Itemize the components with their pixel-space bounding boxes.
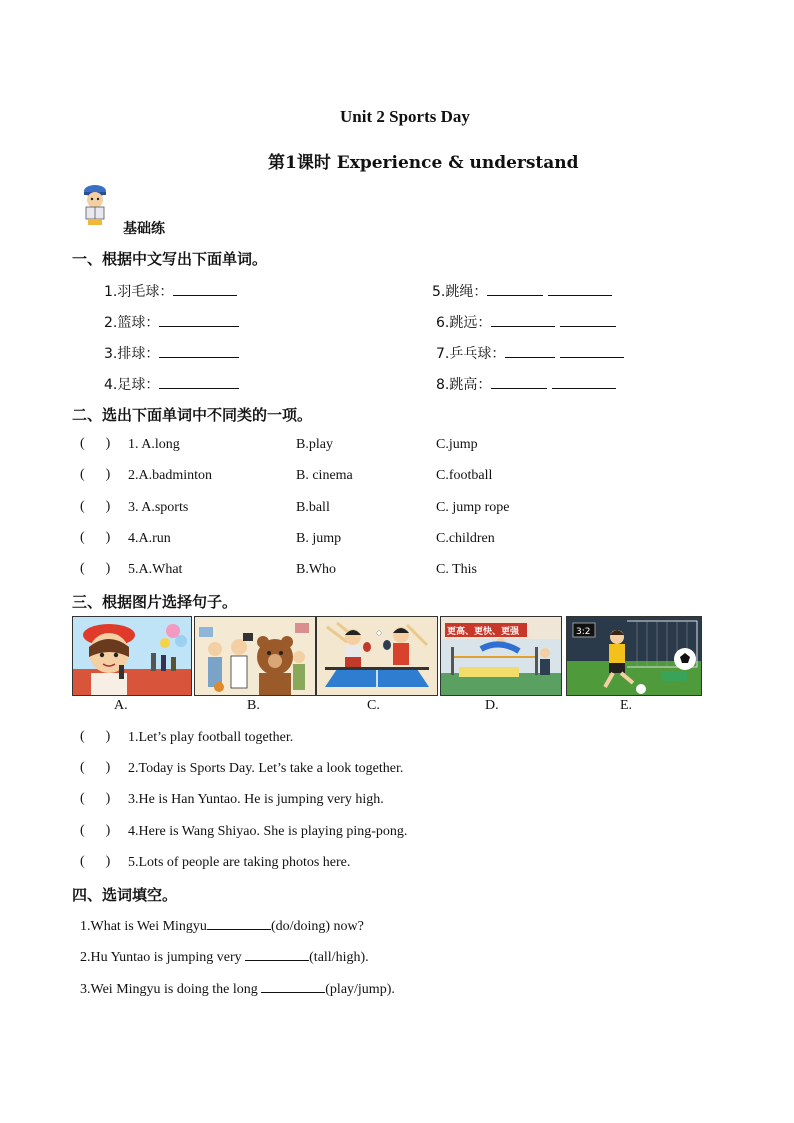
answer-blank[interactable] (487, 283, 543, 296)
word-item-3: 3.排球： (104, 343, 239, 363)
mascot-reading-icon (80, 183, 110, 227)
option-c: C.football (436, 468, 493, 483)
answer-paren[interactable]: ( ) (80, 530, 111, 545)
picture-label-c: C. (367, 698, 380, 713)
picture-a-reporter (72, 616, 192, 696)
answer-paren[interactable]: ( ) (80, 499, 111, 514)
basic-practice-label: 基础练 (123, 221, 165, 237)
word-item-8: 8.跳高： (436, 374, 616, 394)
section4-heading: 四、选词填空。 (72, 886, 178, 904)
fill-item-3: 3.Wei Mingyu is doing the long (play/jump). (80, 982, 395, 997)
word-item-2: 2.篮球： (104, 312, 239, 332)
answer-blank[interactable] (560, 345, 624, 358)
picture-label-b: B. (247, 698, 260, 713)
option-b: B. cinema (296, 468, 353, 483)
picture-b-photos (194, 616, 316, 696)
option-c: C.jump (436, 437, 478, 452)
sentence-5: 5.Lots of people are taking photos here. (128, 855, 351, 870)
sentence-3: 3.He is Han Yuntao. He is jumping very high. (128, 792, 384, 807)
word-item-1: 1.羽毛球： (104, 281, 237, 301)
option-b: B.play (296, 437, 333, 452)
word-item-6: 6.跳远： (436, 312, 616, 332)
option-b: B.Who (296, 562, 337, 577)
answer-blank[interactable] (159, 345, 239, 358)
unit-title: Unit 2 Sports Day (340, 107, 470, 126)
answer-paren[interactable]: ( ) (80, 854, 111, 869)
answer-paren[interactable]: ( ) (80, 791, 111, 806)
answer-blank[interactable] (159, 376, 239, 389)
word-item-5: 5.跳绳： (432, 281, 612, 301)
lesson-title: 第1课时 Experience & understand (268, 153, 579, 173)
fill-item-1: 1.What is Wei Mingyu (do/doing) now? (80, 919, 364, 934)
picture-label-a: A. (114, 698, 128, 713)
section2-heading: 二、选出下面单词中不同类的一项。 (72, 406, 313, 424)
option-a: 4.A.run (128, 531, 171, 546)
sentence-4: 4.Here is Wang Shiyao. She is playing ping-pong. (128, 824, 408, 839)
option-a: 5.A.What (128, 562, 183, 577)
option-a: 2.A.badminton (128, 468, 212, 483)
option-c: C.children (436, 531, 495, 546)
answer-paren[interactable]: ( ) (80, 561, 111, 576)
answer-paren[interactable]: ( ) (80, 467, 111, 482)
answer-blank[interactable] (173, 283, 237, 296)
section1-heading: 一、根据中文写出下面单词。 (72, 250, 268, 268)
answer-blank[interactable] (552, 376, 616, 389)
sentence-1: 1.Let’s play football together. (128, 730, 294, 745)
answer-blank[interactable] (491, 314, 555, 327)
fill-item-2: 2.Hu Yuntao is jumping very (tall/high). (80, 950, 369, 965)
option-c: C. jump rope (436, 500, 510, 515)
picture-e-football (566, 616, 702, 696)
answer-blank[interactable] (491, 376, 547, 389)
answer-paren[interactable]: ( ) (80, 729, 111, 744)
answer-paren[interactable]: ( ) (80, 823, 111, 838)
picture-label-d: D. (485, 698, 499, 713)
answer-blank[interactable] (505, 345, 555, 358)
option-a: 1. A.long (128, 437, 180, 452)
answer-blank[interactable] (245, 948, 309, 961)
option-a: 3. A.sports (128, 500, 189, 515)
picture-label-e: E. (620, 698, 633, 713)
option-b: B. jump (296, 531, 342, 546)
answer-blank[interactable] (261, 980, 325, 993)
option-b: B.ball (296, 500, 330, 515)
picture-e-score-text: 3:2 (576, 627, 591, 637)
picture-d-highjump (440, 616, 562, 696)
answer-blank[interactable] (548, 283, 612, 296)
word-item-7: 7.乒乓球： (436, 343, 624, 363)
picture-d-sign-text: 更高、更快、更强 (447, 627, 520, 637)
option-c: C. This (436, 562, 477, 577)
answer-blank[interactable] (560, 314, 616, 327)
section3-heading: 三、根据图片选择句子。 (72, 593, 238, 611)
answer-paren[interactable]: ( ) (80, 760, 111, 775)
answer-blank[interactable] (207, 917, 271, 930)
word-item-4: 4.足球： (104, 374, 239, 394)
sentence-2: 2.Today is Sports Day. Let’s take a look together. (128, 761, 404, 776)
answer-paren[interactable]: ( ) (80, 436, 111, 451)
answer-blank[interactable] (159, 314, 239, 327)
picture-c-pingpong (316, 616, 438, 696)
